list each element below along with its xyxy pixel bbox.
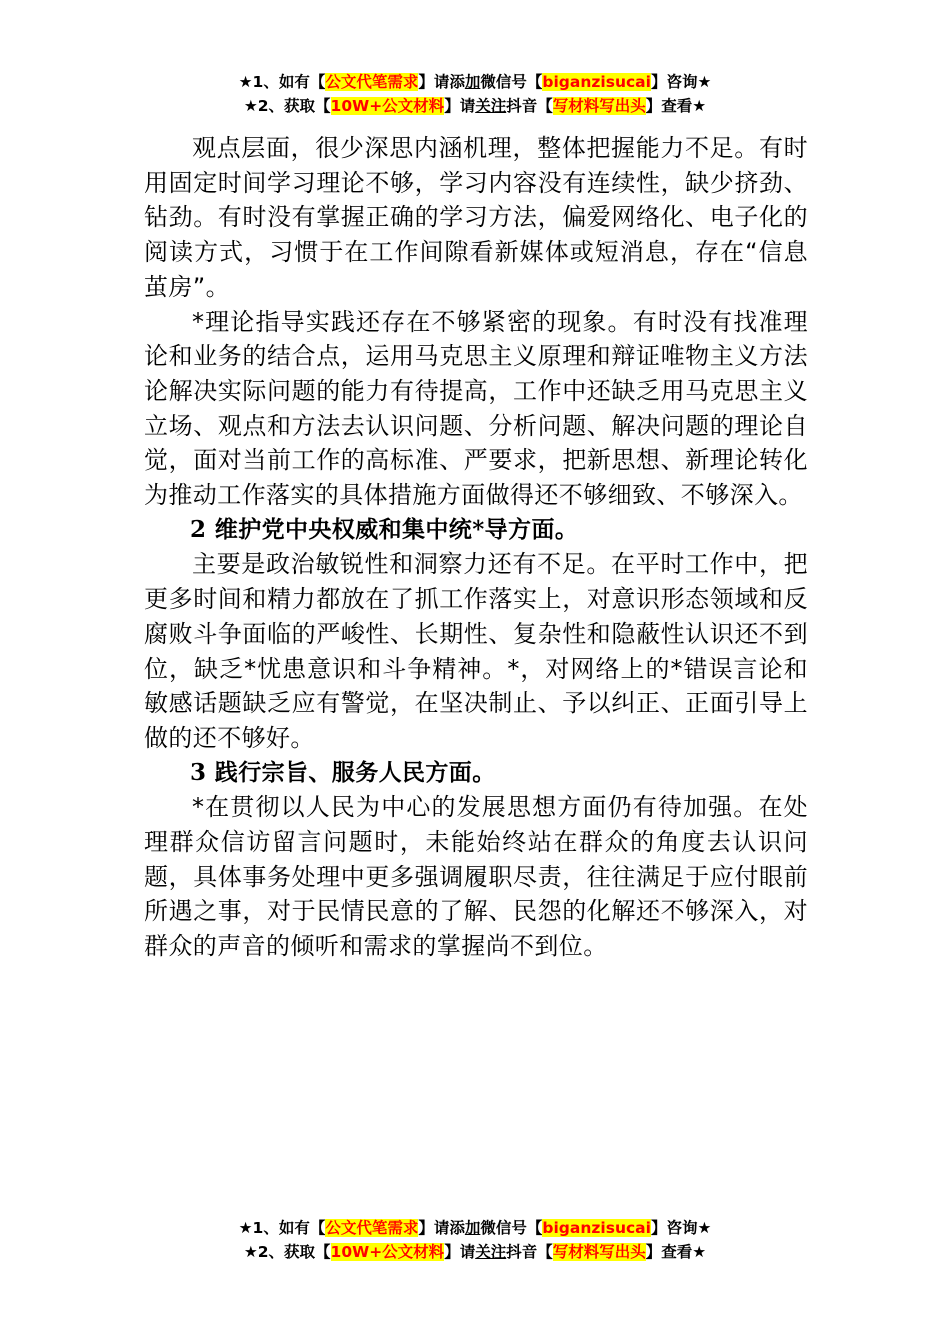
promo-highlight-materials: 10W+公文材料	[330, 1243, 445, 1261]
top-promo-banner	[0, 70, 950, 118]
promo-line-1: ★1、如有【公文代笔需求】请添加微信号【biganzisucai】咨询★	[238, 73, 712, 91]
promo-highlight-wechat-id: biganzisucai	[542, 73, 651, 91]
promo-line-2: ★2、获取【10W+公文材料】请关注抖音【写材料写出头】查看★	[243, 97, 707, 115]
bottom-promo-banner	[0, 1216, 950, 1264]
promo-highlight-service: 公文代笔需求	[325, 73, 419, 91]
body-paragraph: 观点层面，很少深思内涵机理，整体把握能力不足。有时用固定时间学习理论不够，学习内容没有连续性，缺少挤劲、钻劲。有时没有掌握正确的学习方法，偏爱网络化、电子化的阅读方式，习惯于在工作间隙看新媒体或短消息，存在“信息茧房”。	[144, 134, 808, 301]
promo-line-2: ★2、获取【10W+公文材料】请关注抖音【写材料写出头】查看★	[243, 1243, 707, 1261]
body-paragraph: *理论指导实践还存在不够紧密的现象。有时没有找准理论和业务的结合点，运用马克思主义原理和辩证唯物主义方法论解决实际问题的能力有待提高，工作中还缺乏用马克思主义立场、观点和方法去认识问题、分析问题、解决问题的理论自觉，面对当前工作的高标准、严要求，把新思想、新理论转化为推动工作落实的具体措施方面做得还不够细致、不够深入。	[144, 307, 808, 510]
promo-highlight-douyin: 写材料写出头	[552, 1243, 646, 1261]
promo-highlight-service: 公文代笔需求	[325, 1219, 419, 1237]
promo-line-1: ★1、如有【公文代笔需求】请添加微信号【biganzisucai】咨询★	[238, 1219, 712, 1237]
promo-highlight-materials: 10W+公文材料	[330, 97, 445, 115]
body-paragraph: *在贯彻以人民为中心的发展思想方面仍有待加强。在处理群众信访留言问题时，未能始终站在群众的角度去认识问题，具体事务处理中更多强调履职尽责，往往满足于应付眼前所遇之事，对于民情民意的了解、民怨的化解还不够深入，对群众的声音的倾听和需求的掌握尚不到位。	[144, 793, 808, 961]
section-heading: 2 维护党中央权威和集中统*导方面。	[190, 515, 579, 543]
promo-highlight-wechat-id: biganzisucai	[542, 1219, 651, 1237]
section-heading: 3 践行宗旨、服务人民方面。	[190, 758, 496, 786]
body-paragraph: 主要是政治敏锐性和洞察力还有不足。在平时工作中，把更多时间和精力都放在了抓工作落实上，对意识形态领域和反腐败斗争面临的严峻性、长期性、复杂性和隐蔽性认识还不到位，缺乏*忧患意识和斗争精神。*，对网络上的*错误言论和敏感话题缺乏应有警觉，在坚决制止、予以纠正、正面引导上做的还不够好。	[144, 550, 808, 752]
promo-highlight-douyin: 写材料写出头	[552, 97, 646, 115]
document-body	[144, 131, 808, 964]
